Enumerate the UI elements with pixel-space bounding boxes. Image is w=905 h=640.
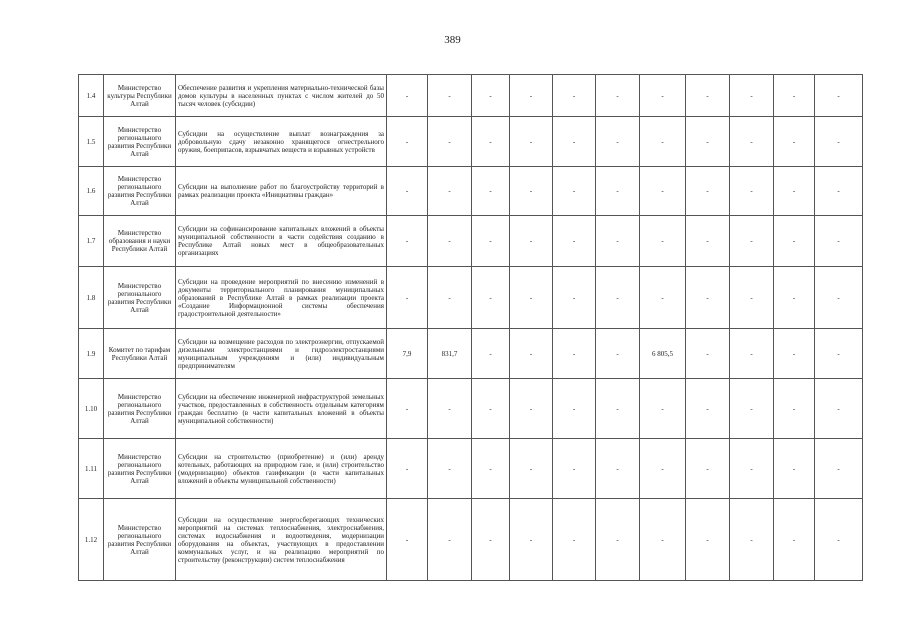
row-number: 1.6	[79, 167, 104, 216]
value-cell: -	[472, 329, 510, 379]
value-cell: -	[730, 75, 774, 117]
value-cell: -	[553, 329, 596, 379]
value-cell: -	[774, 329, 815, 379]
table-row	[79, 267, 863, 329]
subsidy-table	[78, 74, 863, 581]
value-cell: -	[640, 499, 686, 581]
value-cell: -	[428, 379, 472, 439]
value-cell: -	[730, 329, 774, 379]
value-cell: -	[472, 117, 510, 167]
row-number: 1.8	[79, 267, 104, 329]
value-cell: -	[472, 216, 510, 267]
value-cell: -	[428, 267, 472, 329]
value-cell: -	[428, 499, 472, 581]
value-cell: -	[815, 75, 863, 117]
value-cell: -	[553, 75, 596, 117]
value-cell: -	[640, 75, 686, 117]
value-cell: -	[472, 379, 510, 439]
value-cell: -	[774, 117, 815, 167]
table-row	[79, 216, 863, 267]
value-cell: -	[640, 167, 686, 216]
value-cell: -	[510, 167, 553, 216]
value-cell: -	[428, 75, 472, 117]
value-cell: -	[730, 216, 774, 267]
value-cell: -	[596, 329, 640, 379]
value-cell: -	[428, 216, 472, 267]
value-cell: -	[596, 379, 640, 439]
value-cell: -	[472, 167, 510, 216]
description-cell: Субсидии на осуществление выплат вознаграждения за добровольную сдачу незаконно хранящегося огнестрельного оружия, боеприпасов, взрывчатых веществ и взрывных устройств	[176, 117, 387, 167]
value-cell: -	[510, 329, 553, 379]
value-cell: -	[686, 379, 730, 439]
value-cell: -	[596, 499, 640, 581]
value-cell: -	[510, 117, 553, 167]
value-cell: -	[553, 167, 596, 216]
value-cell: -	[428, 117, 472, 167]
value-cell: -	[553, 499, 596, 581]
table-row	[79, 329, 863, 379]
value-cell: -	[774, 379, 815, 439]
value-cell: -	[815, 216, 863, 267]
row-number: 1.12	[79, 499, 104, 581]
value-cell: -	[815, 499, 863, 581]
value-cell: -	[596, 267, 640, 329]
value-cell: -	[387, 499, 428, 581]
value-cell: -	[596, 117, 640, 167]
value-cell: -	[730, 117, 774, 167]
row-number: 1.5	[79, 117, 104, 167]
row-number: 1.7	[79, 216, 104, 267]
value-cell: -	[774, 499, 815, 581]
value-cell: -	[774, 267, 815, 329]
table-row	[79, 499, 863, 581]
value-cell: -	[596, 216, 640, 267]
table-row	[79, 379, 863, 439]
value-cell: -	[815, 267, 863, 329]
value-cell: -	[387, 167, 428, 216]
organization-cell: Министерство регионального развития Республики Алтай	[104, 167, 176, 216]
value-cell: -	[686, 75, 730, 117]
value-cell: -	[686, 439, 730, 499]
organization-cell: Министерство регионального развития Республики Алтай	[104, 117, 176, 167]
row-number: 1.4	[79, 75, 104, 117]
organization-cell: Министерство культуры Республики Алтай	[104, 75, 176, 117]
value-cell: -	[387, 439, 428, 499]
value-cell: -	[640, 216, 686, 267]
organization-cell: Министерство регионального развития Республики Алтай	[104, 499, 176, 581]
description-cell: Субсидии на обеспечение инженерной инфраструктурой земельных участков, предоставленных в собственность отдельным категориям граждан бесплатно (в части капитальных вложений в объекты муниципальной собственности)	[176, 379, 387, 439]
value-cell: -	[553, 117, 596, 167]
value-cell: -	[510, 267, 553, 329]
value-cell: -	[472, 267, 510, 329]
description-cell: Субсидии на возмещение расходов по электроэнергии, отпускаемой дизельными электростанциями и гидроэлектростанциями муниципальным учреждениям и (или) индивидуальным предпринимателям	[176, 329, 387, 379]
value-cell: -	[640, 267, 686, 329]
value-cell: -	[387, 117, 428, 167]
value-cell: -	[686, 167, 730, 216]
value-cell: -	[774, 167, 815, 216]
value-cell: -	[387, 267, 428, 329]
row-number: 1.10	[79, 379, 104, 439]
value-cell: -	[815, 117, 863, 167]
value-cell: -	[815, 439, 863, 499]
value-cell: -	[510, 499, 553, 581]
table-row	[79, 439, 863, 499]
value-cell: -	[774, 216, 815, 267]
value-cell: -	[730, 439, 774, 499]
value-cell: -	[815, 379, 863, 439]
value-cell: -	[596, 439, 640, 499]
organization-cell: Министерство регионального развития Республики Алтай	[104, 439, 176, 499]
value-cell: -	[686, 117, 730, 167]
description-cell: Субсидии на проведение мероприятий по внесению изменений в документы территориального планирования муниципальных образований в Республике Алтай в рамках реализации проекта «Создание Информационной системы обеспечения градостроительной деятельности»	[176, 267, 387, 329]
value-cell: -	[510, 75, 553, 117]
value-cell: -	[472, 439, 510, 499]
value-cell: -	[686, 499, 730, 581]
value-cell: -	[510, 216, 553, 267]
value-cell: -	[428, 439, 472, 499]
value-cell: -	[730, 499, 774, 581]
value-cell: 7,9	[387, 329, 428, 379]
value-cell: 831,7	[428, 329, 472, 379]
table-row	[79, 75, 863, 117]
value-cell: -	[553, 216, 596, 267]
value-cell: -	[640, 439, 686, 499]
table-row	[79, 117, 863, 167]
value-cell: -	[510, 439, 553, 499]
table-row	[79, 167, 863, 216]
organization-cell: Министерство образования и науки Республики Алтай	[104, 216, 176, 267]
value-cell: -	[596, 75, 640, 117]
value-cell: -	[774, 439, 815, 499]
value-cell: -	[815, 329, 863, 379]
value-cell: -	[510, 379, 553, 439]
row-number: 1.9	[79, 329, 104, 379]
value-cell: -	[472, 499, 510, 581]
organization-cell: Министерство регионального развития Республики Алтай	[104, 379, 176, 439]
value-cell: -	[596, 167, 640, 216]
value-cell: -	[640, 117, 686, 167]
value-cell: -	[387, 379, 428, 439]
value-cell: -	[815, 167, 863, 216]
organization-cell: Комитет по тарифам Республики Алтай	[104, 329, 176, 379]
value-cell: -	[686, 216, 730, 267]
description-cell: Субсидии на осуществление энергосберегающих технических мероприятий на системах теплоснабжения, электроснабжения, системах водоснабжения и водоотведения, модернизации оборудования на объектах, участвующих в предоставлении коммунальных услуг, и на реализацию мероприятий по строительству (реконструкции) систем теплоснабжения	[176, 499, 387, 581]
value-cell: -	[387, 216, 428, 267]
value-cell: -	[553, 379, 596, 439]
value-cell: 6 805,5	[640, 329, 686, 379]
value-cell: -	[553, 439, 596, 499]
value-cell: -	[686, 267, 730, 329]
organization-cell: Министерство регионального развития Республики Алтай	[104, 267, 176, 329]
value-cell: -	[472, 75, 510, 117]
value-cell: -	[730, 167, 774, 216]
value-cell: -	[387, 75, 428, 117]
description-cell: Обеспечение развития и укрепления материально-технической базы домов культуры в населенных пунктах с числом жителей до 50 тысяч человек (субсидии)	[176, 75, 387, 117]
value-cell: -	[686, 329, 730, 379]
row-number: 1.11	[79, 439, 104, 499]
description-cell: Субсидии на строительство (приобретение) и (или) аренду котельных, работающих на природном газе, и (или) строительство (модернизацию) объектов газификации (в части капитальных вложений в объекты муниципальной собственности)	[176, 439, 387, 499]
description-cell: Субсидии на выполнение работ по благоустройству территорий в рамках реализации проекта «Инициативы граждан»	[176, 167, 387, 216]
page-number: 389	[444, 34, 461, 46]
value-cell: -	[640, 379, 686, 439]
value-cell: -	[774, 75, 815, 117]
value-cell: -	[553, 267, 596, 329]
value-cell: -	[428, 167, 472, 216]
value-cell: -	[730, 267, 774, 329]
description-cell: Субсидии на софинансирование капитальных вложений в объекты муниципальной собственности в части содействия созданию в Республике Алтай новых мест в общеобразовательных организациях	[176, 216, 387, 267]
value-cell: -	[730, 379, 774, 439]
